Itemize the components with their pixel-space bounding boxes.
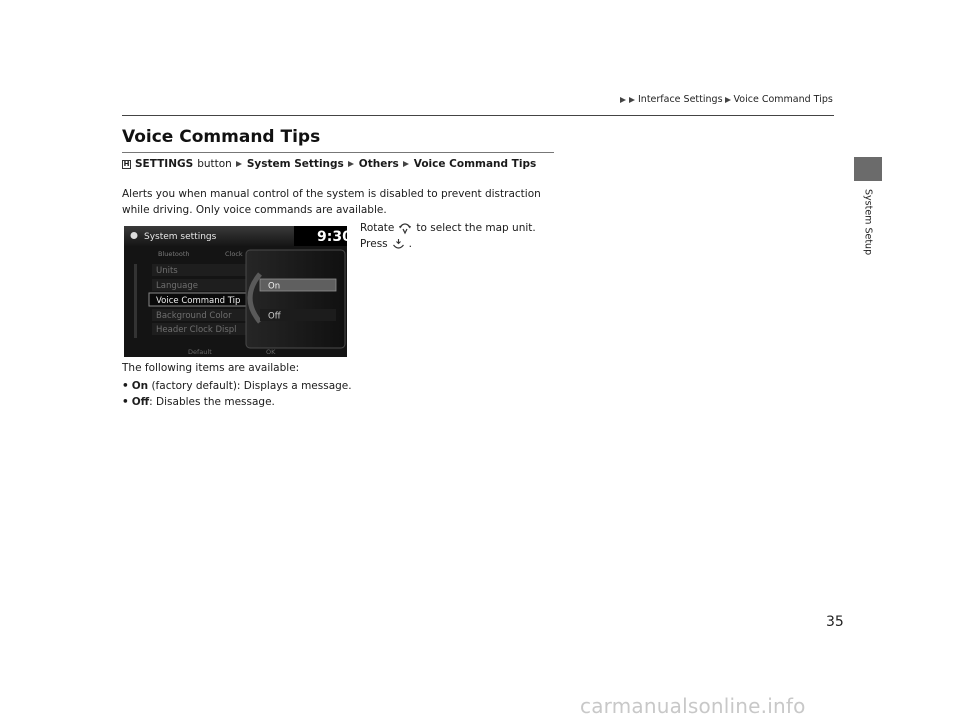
page-number: 35 xyxy=(826,614,844,630)
list-item xyxy=(122,394,352,410)
option-on: On xyxy=(268,281,281,292)
triangle-icon xyxy=(403,161,409,167)
breadcrumb-item: Interface Settings xyxy=(638,94,723,105)
screen-tab: Clock xyxy=(225,250,243,258)
header-rule xyxy=(122,115,834,116)
header-icon xyxy=(131,232,138,239)
settings-label: SETTINGS xyxy=(135,158,194,170)
step-press xyxy=(360,236,536,252)
system-screen-image xyxy=(124,226,352,357)
interface-dial-press-icon xyxy=(392,238,405,251)
item-key: Off xyxy=(131,396,150,408)
screen-footer: OK xyxy=(266,348,276,356)
item-text: : Disables the message. xyxy=(149,396,275,408)
menu-item-selected: Voice Command Tip xyxy=(156,296,241,306)
step-text: to select the map unit. xyxy=(416,222,536,234)
item-text: (factory default): Displays a message. xyxy=(148,380,352,392)
step-text: Press xyxy=(360,238,388,250)
breadcrumb-item: Voice Command Tips xyxy=(733,94,833,105)
items-list xyxy=(122,378,352,410)
menu-item: Language xyxy=(156,281,198,291)
option-off: Off xyxy=(268,311,281,322)
step-text: . xyxy=(408,238,412,250)
step-text: Rotate xyxy=(360,222,395,234)
button-word: button xyxy=(197,158,232,170)
triangle-icon xyxy=(620,97,626,103)
path-item: System Settings xyxy=(246,158,344,170)
menu-item: Header Clock Displ xyxy=(156,325,237,335)
section-label: System Setup xyxy=(862,189,874,256)
step-rotate xyxy=(360,220,536,236)
triangle-icon xyxy=(348,161,354,167)
triangle-icon xyxy=(236,161,242,167)
section-tab xyxy=(854,157,882,181)
breadcrumb xyxy=(620,94,833,105)
screen-header: System settings xyxy=(144,232,217,242)
item-key: On xyxy=(131,380,149,392)
page-title: Voice Command Tips xyxy=(122,127,321,147)
items-intro: The following items are available: xyxy=(122,362,300,374)
watermark-link[interactable]: carmanualsonline.info xyxy=(580,694,806,718)
title-rule xyxy=(122,152,554,153)
description: Alerts you when manual control of the system is disabled to prevent distraction while driving. Only voice commands are available. xyxy=(122,188,541,216)
screen-clock: 9:30 xyxy=(317,229,352,245)
steps xyxy=(360,220,536,252)
bullet-icon: • xyxy=(122,396,129,408)
bullet-icon: • xyxy=(122,380,129,392)
menu-path xyxy=(122,158,536,170)
path-item: Others xyxy=(358,158,399,170)
triangle-icon xyxy=(629,97,635,103)
menu-item: Background Color xyxy=(156,311,232,321)
screen-footer: Default xyxy=(188,348,212,356)
interface-dial-rotate-icon xyxy=(398,222,412,235)
triangle-icon xyxy=(725,97,731,103)
list-item xyxy=(122,378,352,394)
menu-item: Units xyxy=(156,266,178,276)
path-item: Voice Command Tips xyxy=(413,158,537,170)
home-button-icon: H xyxy=(123,159,130,168)
screen-tab: Bluetooth xyxy=(158,250,190,258)
